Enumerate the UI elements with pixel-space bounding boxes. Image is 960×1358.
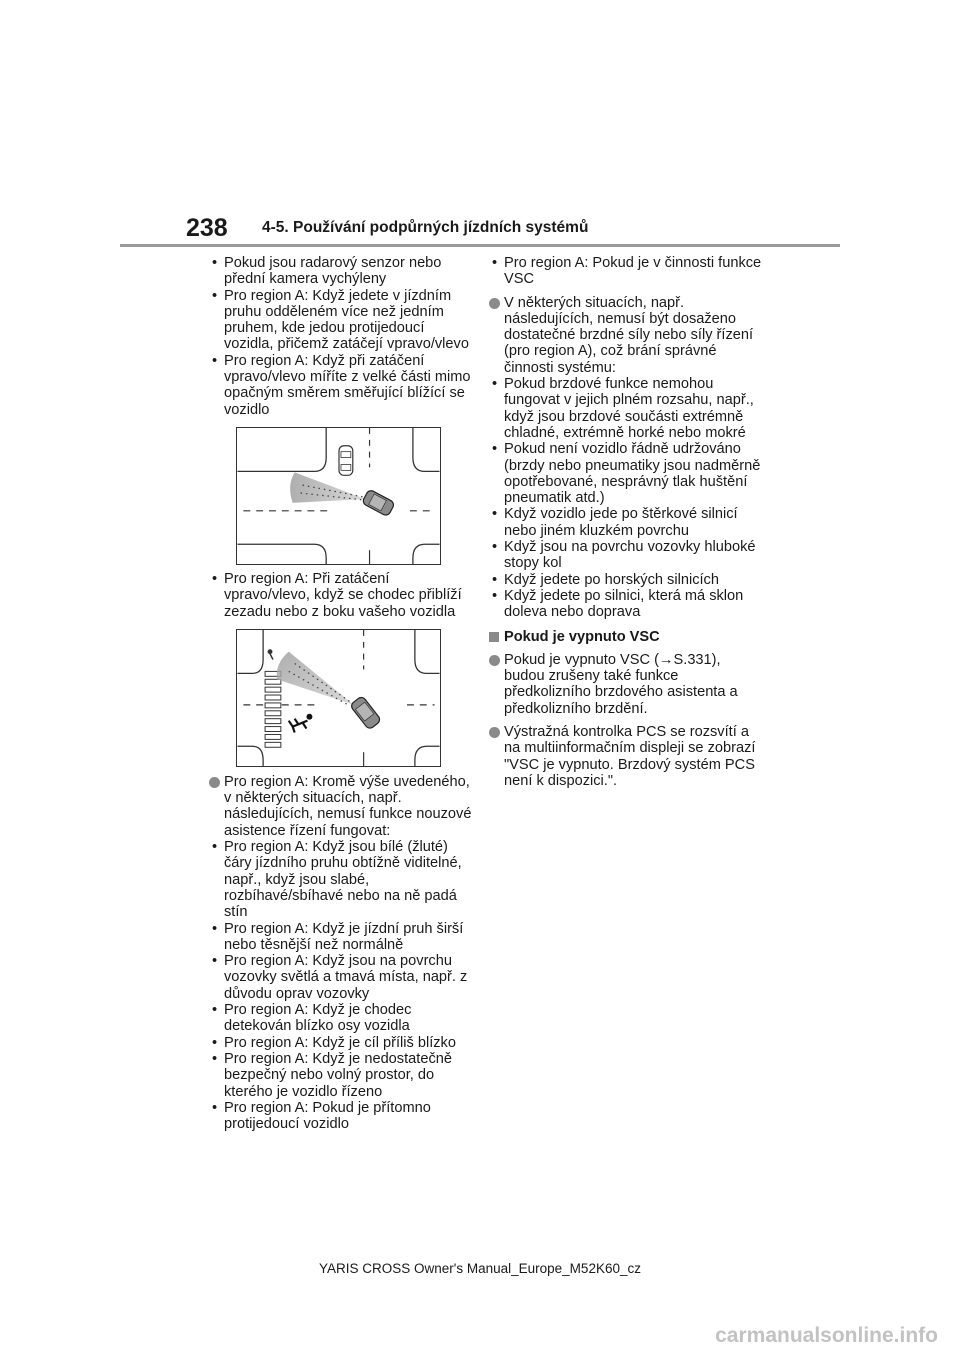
square-bullet-icon <box>489 632 499 642</box>
list-item: • Pro region A: Když je chodec detekován blízko osy vozidla <box>212 1002 412 1035</box>
list-item: • Když jedete po horských silnicích <box>492 571 719 588</box>
list-item: • Pro region A: Když je nedostatečně bezpečný nebo volný prostor, do kterého je vozidlo řízeno <box>212 1050 452 1100</box>
footer-text: YARIS CROSS Owner's Manual_Europe_M52K60_cz <box>319 1261 641 1276</box>
list-item: • Když jedete po silnici, která má sklon doleva nebo doprava <box>492 587 744 621</box>
note-item: V některých situacích, např. následujících, nemusí být dosaženo dostatečné brzdné síly nebo síly řízení (pro region A), což brání správné činnosti systému: <box>489 295 764 376</box>
header-divider <box>120 244 840 247</box>
list-item: • Pro region A: Když jsou na povrchu vozovky světlá a tmavá místa, např. z důvodu oprav vozovky <box>212 953 468 1002</box>
list-item: • Pro region A: Pokud je přítomno protijedoucí vozidlo <box>212 1099 431 1133</box>
circle-bullet-icon <box>209 777 220 788</box>
note-item: Pokud je vypnuto VSC (→S.331), budou zrušeny také funkce předkolizního brzdového asistenta a předkolizního brzdění. <box>489 652 764 717</box>
note-item: Výstražná kontrolka PCS se rozsvítí a na multiinformačním displeji se zobrazí "VSC je vypnuto. Brzdový systém PCS není k dispozici.". <box>489 724 764 789</box>
section-title: 4-5. Používání podpůrných jízdních systémů <box>262 219 589 236</box>
intersection-pedestrian-diagram <box>236 629 441 767</box>
page-number: 238 <box>186 214 228 242</box>
list-item: • Pokud není vozidlo řádně udržováno (brzdy nebo pneumatiky jsou nadměrně opotřebované, nesprávný tlak huštění pneumatik atd.) <box>492 441 761 507</box>
subheading: Pokud je vypnuto VSC <box>489 629 764 645</box>
right-column <box>489 255 764 789</box>
list-item: • Pro region A: Když při zatáčení vpravo/vlevo míříte z velké části mimo opačným směrem směřující blížící se vozidlo <box>212 352 471 418</box>
list-item: • Pokud brzdové funkce nemohou fungovat v jejich plném rozsahu, např., když jsou brzdové součásti extrémně chladné, extrémně horké nebo mokré <box>492 376 754 441</box>
note-item: Pro region A: Kromě výše uvedeného, v některých situacích, např. následujících, nemusí funkce nouzové asistence řízení fungovat: <box>209 774 477 839</box>
list-item: • Pro region A: Když je jízdní pruh širší nebo těsnější než normálně <box>212 920 464 953</box>
watermark: carmanualsonline.info <box>715 1324 938 1347</box>
list-item: • Pro region A: Při zatáčení vpravo/vlevo, když se chodec přiblíží zezadu nebo z boku vašeho vozidla <box>212 570 462 620</box>
list-item: • Pokud jsou radarový senzor nebo přední kamera vychýleny <box>212 255 442 288</box>
list-item: • Pro region A: Když jedete v jízdním pruhu odděleném více než jedním pruhem, kde jedou protijedoucí vozidla, přičemž zatáčejí vpravo/vlevo <box>212 287 469 353</box>
list-item: • Pro region A: Pokud je v činnosti funkce VSC <box>492 255 762 288</box>
list-item: • Když vozidlo jede po štěrkové silnicí nebo jiném kluzkém povrchu <box>492 506 738 539</box>
list-item: • Když jsou na povrchu vozovky hluboké stopy kol <box>492 539 756 572</box>
circle-bullet-icon <box>489 727 500 738</box>
list-item: • Pro region A: Když je cíl příliš blízko <box>212 1034 456 1051</box>
circle-bullet-icon <box>489 655 500 666</box>
left-column <box>209 255 477 1132</box>
list-item: • Pro region A: Když jsou bílé (žluté) čáry jízdního pruhu obtížně viditelné, např., když jsou slabé, rozbíhavé/sbíhavé nebo na ně padá stín <box>212 839 462 921</box>
intersection-oncoming-vehicle-diagram <box>236 427 441 565</box>
circle-bullet-icon <box>489 298 500 309</box>
